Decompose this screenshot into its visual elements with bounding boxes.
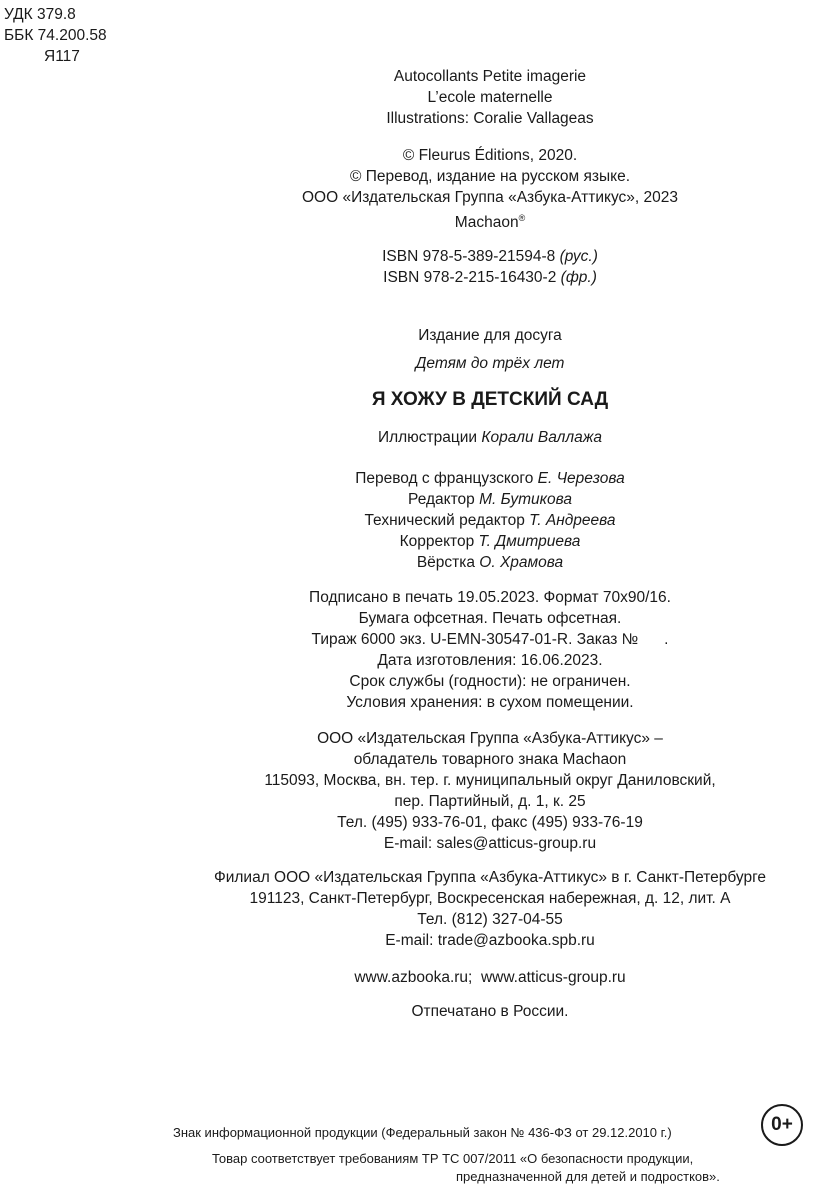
copyright-line-2: © Перевод, издание на русском языке. [349,168,631,185]
credits-block [0,468,816,573]
classification-codes [4,4,107,67]
print-info-line: Срок службы (годности): не ограничен. [349,673,631,690]
book-title-block [0,387,816,413]
print-info-line: Тираж 6000 экз. U-EMN-30547-01-R. Заказ № . [311,631,669,648]
author-mark-code: Я117 [44,48,80,65]
original-illustrations: Illustrations: Coralie Vallageas [386,110,594,127]
edition-block [0,322,816,378]
illustrator-block [0,427,816,448]
original-title-2: L’ecole maternelle [427,89,553,106]
websites: www.azbooka.ru; www.atticus-group.ru [354,969,626,986]
publisher-block [0,728,816,854]
credit-editor: Редактор М. Бутикова [408,491,572,508]
original-edition-block [0,66,816,129]
isbn-french: ISBN 978-2-215-16430-2 (фр.) [383,269,597,286]
credit-translator: Перевод с французского Е. Черезова [355,470,625,487]
credit-layout: Вёрстка О. Храмова [416,554,564,571]
branch-line: Филиал ООО «Издательская Группа «Азбука-Аттикус» в г. Санкт-Петербурге [213,869,767,886]
publisher-line: E-mail: sales@atticus-group.ru [383,835,597,852]
branch-line: 191123, Санкт-Петербург, Воскресенская набережная, д. 12, лит. А [249,890,731,907]
branch-line: E-mail: trade@azbooka.spb.ru [385,932,595,949]
publisher-line: пер. Партийный, д. 1, к. 25 [394,793,586,810]
publisher-line: ООО «Издательская Группа «Азбука-Аттикус» – [317,730,663,747]
edition-age: Детям до трёх лет [415,355,565,372]
compliance-line-1: Товар соответствует требованиям ТР ТС 007/2011 «О безопасности продукции, [212,1151,694,1166]
publisher-line: обладатель товарного знака Machaon [353,751,627,768]
print-info-line: Бумага офсетная. Печать офсетная. [358,610,622,627]
info-sign-text: Знак информационной продукции (Федеральный закон № 436-ФЗ от 29.12.2010 г.) [173,1125,672,1140]
websites-block [0,967,816,988]
credit-proofreader: Корректор Т. Дмитриева [399,533,581,550]
isbn-block [0,246,816,288]
edition-type: Издание для досуга [418,327,562,344]
isbn-russian: ISBN 978-5-389-21594-8 (рус.) [382,248,598,265]
original-title-1: Autocollants Petite imagerie [393,68,587,85]
compliance-line-2: предназначенной для детей и подростков». [456,1169,720,1184]
branch-block [0,867,816,951]
copyright-line-3: ООО «Издательская Группа «Азбука-Аттикус», 2023 [301,189,679,206]
copyright-block [0,145,816,233]
print-info-line: Подписано в печать 19.05.2023. Формат 70x90/16. [309,589,671,606]
illustrator-line: Иллюстрации Корали Валлажа [377,429,603,446]
printed-in-block [0,1001,816,1022]
branch-line: Тел. (812) 327-04-55 [417,911,563,928]
age-rating-text: 0+ [771,1114,793,1135]
bbk-code: ББК 74.200.58 [4,27,107,44]
print-info-line: Дата изготовления: 16.06.2023. [377,652,603,669]
print-info-block [0,587,816,713]
book-title: Я ХОЖУ В ДЕТСКИЙ САД [371,389,609,410]
publisher-line: Тел. (495) 933-76-01, факс (495) 933-76-19 [337,814,643,831]
printed-in: Отпечатано в России. [411,1003,569,1020]
publisher-line: 115093, Москва, вн. тер. г. муниципальный округ Даниловский, [264,772,716,789]
copyright-line-1: © Fleurus Éditions, 2020. [402,147,578,164]
age-rating-badge [761,1104,803,1146]
credit-tech-editor: Технический редактор Т. Андреева [364,512,616,529]
machaon-trademark: Machaon® [454,213,526,232]
print-info-line: Условия хранения: в сухом помещении. [346,694,634,711]
udk-code: УДК 379.8 [4,6,76,23]
